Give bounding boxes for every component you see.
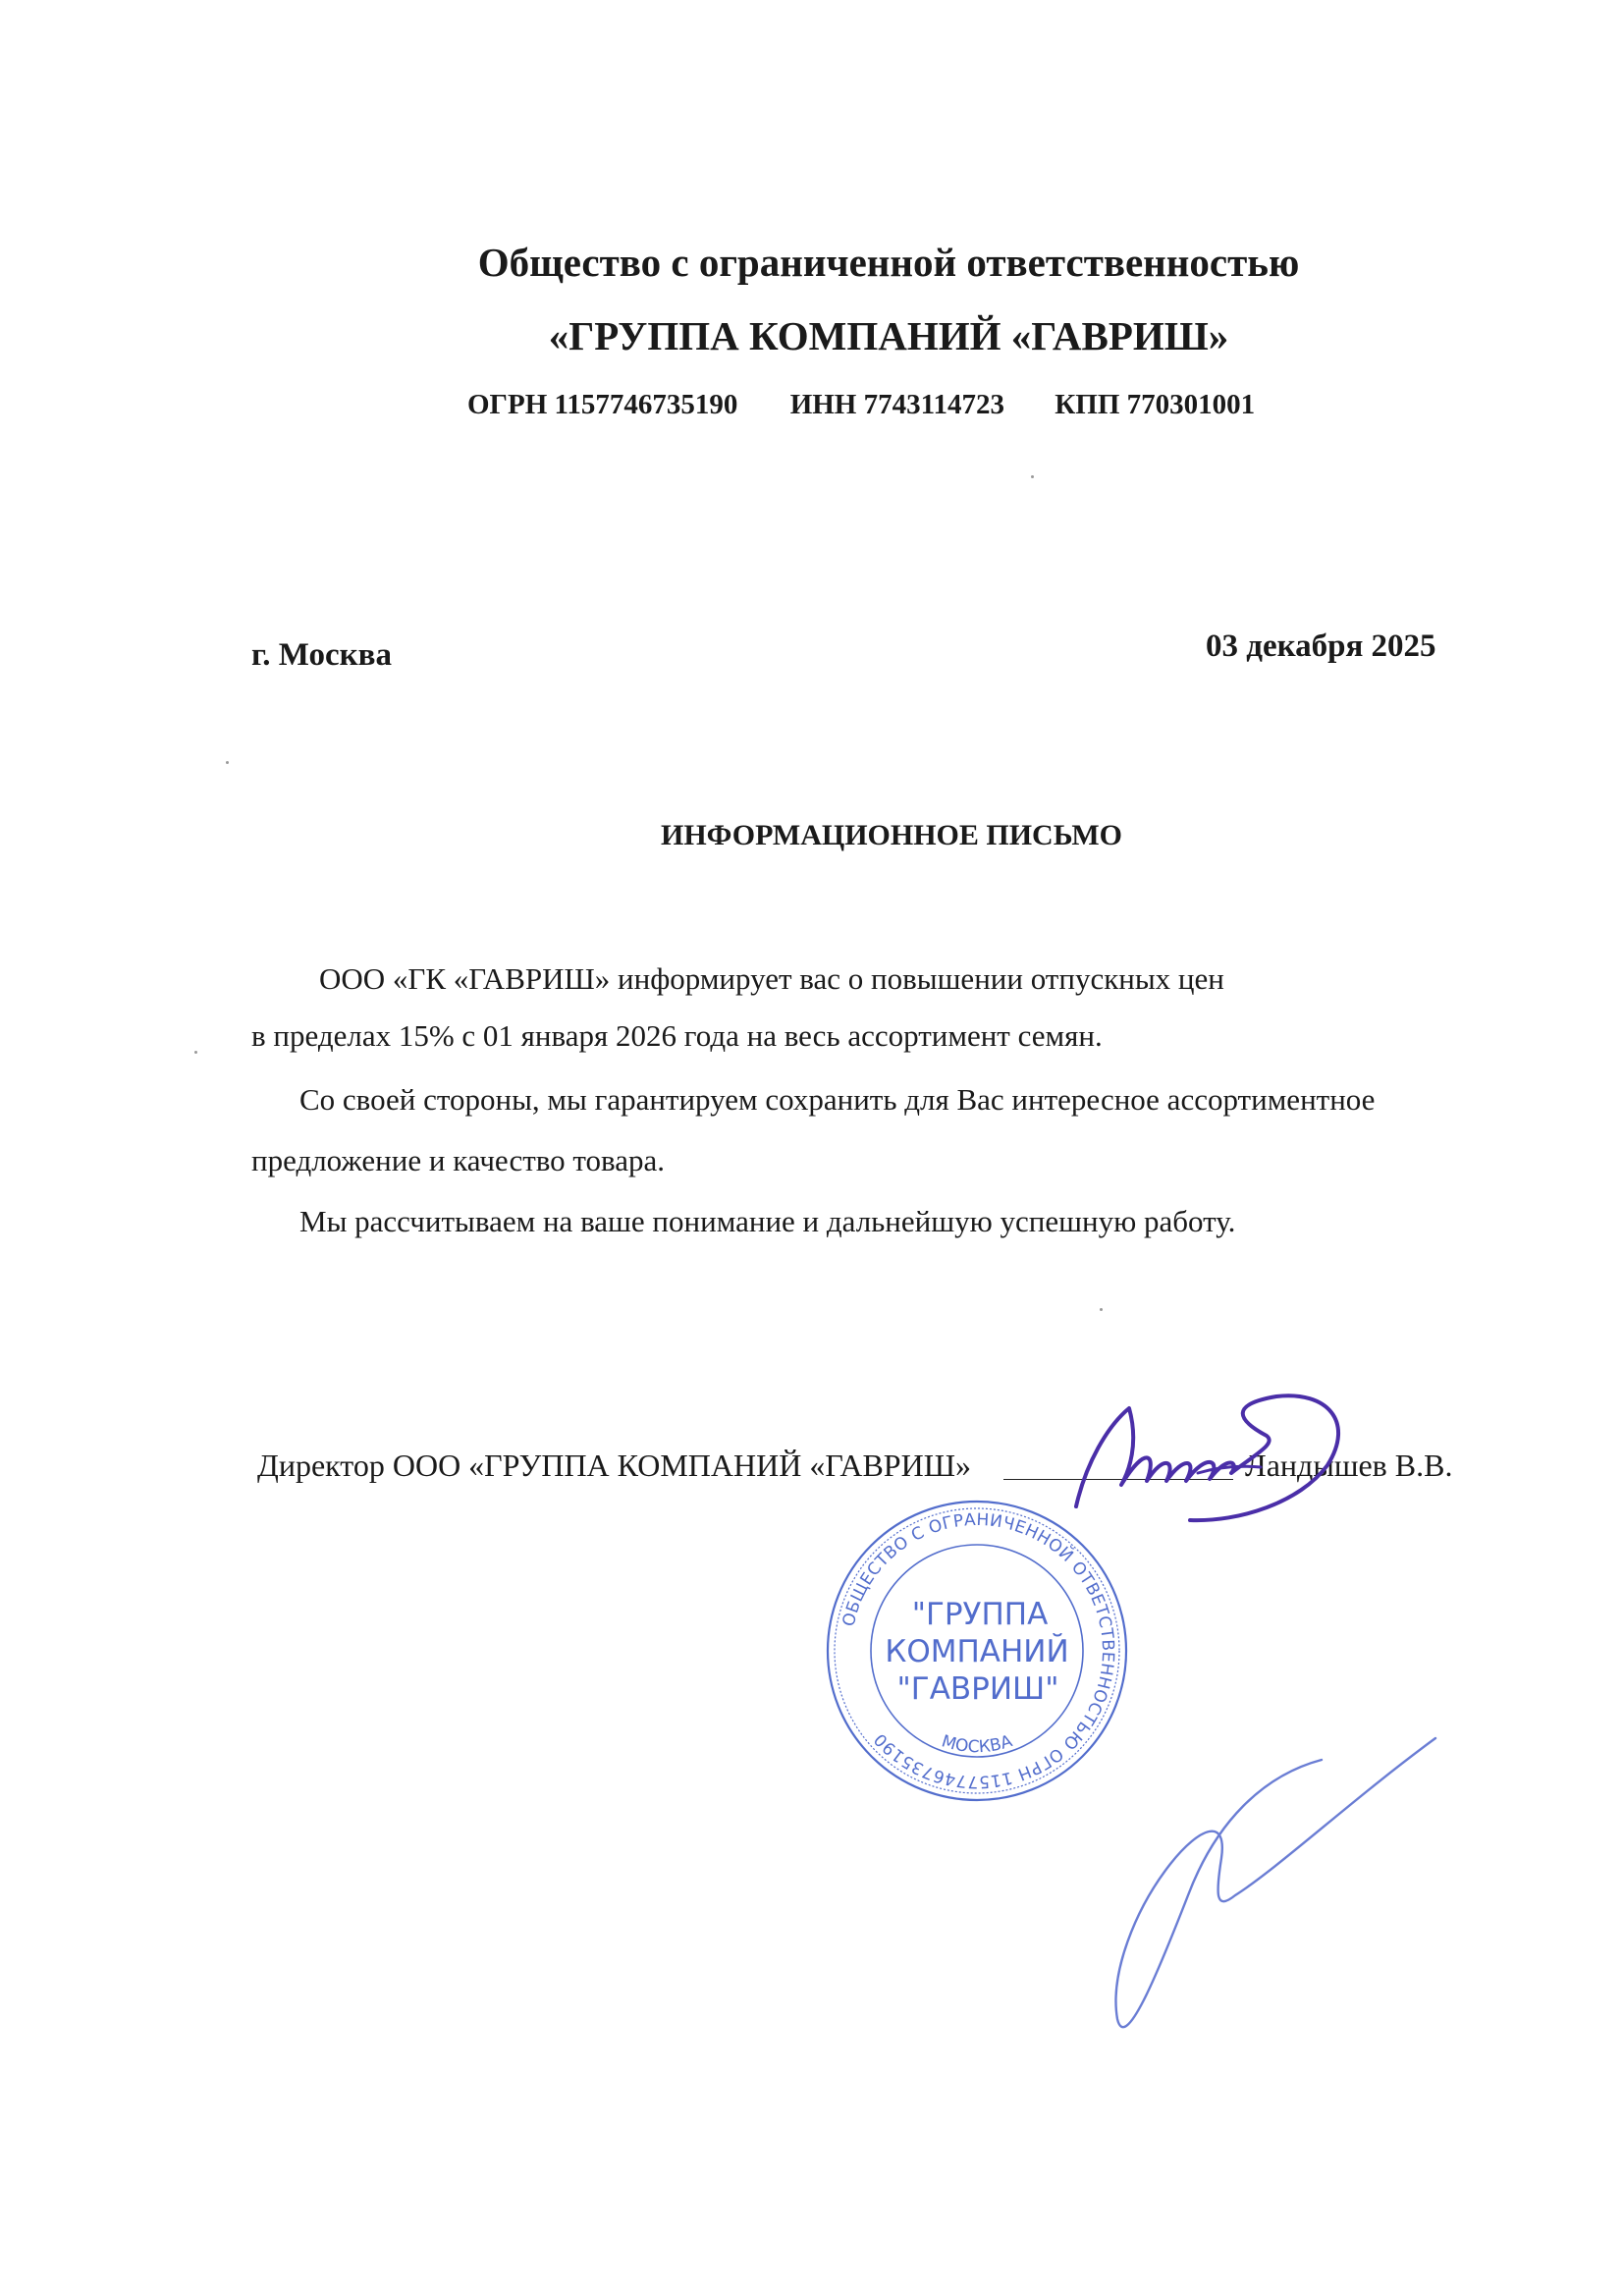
stamp-center-line1: "ГРУППА [911, 1597, 1049, 1632]
company-name-heading: «ГРУППА КОМПАНИЙ «ГАВРИШ» [548, 313, 1229, 358]
paper-speck [226, 761, 229, 764]
paper-speck [194, 1051, 197, 1054]
org-form-heading: Общество с ограниченной ответственностью [477, 240, 1300, 285]
city-label: г. Москва [251, 637, 392, 673]
ogrn-number: ОГРН 1157746735190 [467, 389, 738, 420]
stamp-city-text: МОСКВА [939, 1731, 1015, 1758]
signatory-name: Ландышев В.В. [1245, 1448, 1453, 1483]
director-signature [1076, 1395, 1338, 1520]
stamp-center-line2: КОМПАНИЙ [885, 1634, 1069, 1669]
letter-title: ИНФОРМАЦИОННОЕ ПИСЬМО [660, 819, 1122, 851]
initial-scribble [1116, 1738, 1435, 2027]
body-line: Мы рассчитываем на ваше понимание и дальнейшую успешную работу. [299, 1204, 1236, 1238]
kpp-number: КПП 770301001 [1055, 389, 1256, 420]
letter-date: 03 декабря 2025 [1206, 629, 1436, 664]
director-signature-tail [1198, 1466, 1261, 1473]
stamp-center-line3: "ГАВРИШ" [896, 1671, 1059, 1707]
signatory-position: Директор ООО «ГРУППА КОМПАНИЙ «ГАВРИШ» [257, 1448, 971, 1483]
body-line: в пределах 15% с 01 января 2026 года на весь ассортимент семян. [251, 1018, 1103, 1053]
inn-number: ИНН 7743114723 [789, 389, 1005, 420]
stamp-ring-text: ОБЩЕСТВО С ОГРАНИЧЕННОЙ ОТВЕТСТВЕННОСТЬЮ ОГРН 1157746735190 [839, 1509, 1118, 1792]
body-line: Со своей стороны, мы гарантируем сохранить для Вас интересное ассортиментное [299, 1082, 1376, 1117]
body-line: предложение и качество товара. [251, 1143, 666, 1177]
paper-speck [1031, 475, 1034, 478]
paper-speck [1100, 1308, 1103, 1311]
body-line: ООО «ГК «ГАВРИШ» информирует вас о повышении отпускных цен [319, 961, 1224, 996]
